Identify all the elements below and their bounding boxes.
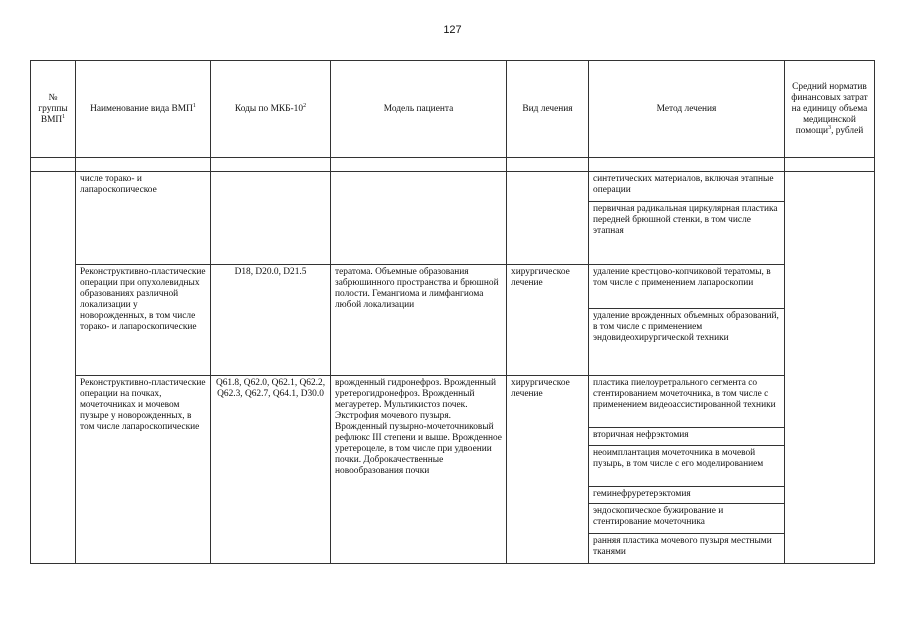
- header-name: Наименование вида ВМП$^1$: [76, 61, 211, 158]
- method-item: первичная радикальная циркулярная пластика передней брюшной стенки, в том числе этапная: [593, 204, 778, 236]
- method-item: эндоскопическое бужирование и стентирование мочеточника: [589, 504, 784, 534]
- header-treatment: Вид лечения: [507, 61, 589, 158]
- codes-cell: [211, 172, 331, 265]
- method-item: удаление врожденных объемных образований, в том числе с применением эндовидеохирургической техники: [593, 311, 779, 343]
- vmp-table: [30, 60, 875, 564]
- method-item: ранняя пластика мочевого пузыря местными тканями: [593, 536, 772, 557]
- model-cell: тератома. Объемные образования забрюшинного пространства и брюшной полости. Гемангиома и лимфангиома любой локализации: [331, 265, 507, 376]
- model-cell: [331, 172, 507, 265]
- name-cell: числе торако- и лапароскопическое: [76, 172, 211, 265]
- treatment-cell: [507, 172, 589, 265]
- method-item: пластика пиелоуретрального сегмента со стентированием мочеточника, в том числе с применением видеоассистированной техники: [589, 376, 784, 428]
- method-item: вторичная нефрэктомия: [589, 428, 784, 446]
- model-cell: врожденный гидронефроз. Врожденный уретерогидронефроз. Врожденный мегауретер. Мультикистоз почек. Экстрофия мочевого пузыря. Врожденный пузырно-мочеточниковый рефлюкс III степени и выше. Врожденное уретероцеле, в том числе при удвоении почки. Доброкачественные новообразования почки: [331, 376, 507, 564]
- header-method: Метод лечения: [589, 61, 785, 158]
- method-cell: [589, 172, 785, 265]
- header-group: № группы ВМП$^1$: [31, 61, 76, 158]
- header-codes: Коды по МКБ-$10^2$: [211, 61, 331, 158]
- table-row: [31, 172, 875, 265]
- header-row: [31, 61, 875, 158]
- treatment-cell: хирургическое лечение: [507, 265, 589, 376]
- method-cell: [589, 376, 785, 564]
- table-row: [31, 376, 875, 564]
- codes-cell: Q61.8, Q62.0, Q62.1, Q62.2, Q62.3, Q62.7, Q64.1, D30.0: [211, 376, 331, 564]
- codes-cell: D18, D20.0, D21.5: [211, 265, 331, 376]
- name-cell: Реконструктивно-пластические операции на почках, мочеточниках и мочевом пузыре у новорожденных, в том числе лапароскопические: [76, 376, 211, 564]
- group-cell: [31, 172, 76, 564]
- treatment-cell: хирургическое лечение: [507, 376, 589, 564]
- header-cost: Средний норматив финансовых затрат на единицу объема медицинской помощи$^3$, рублей: [785, 61, 875, 158]
- spacer-row: [31, 158, 875, 172]
- cost-cell: [785, 172, 875, 564]
- header-model: Модель пациента: [331, 61, 507, 158]
- method-item: геминефруретерэктомия: [589, 487, 784, 504]
- page-number: 127: [443, 24, 462, 36]
- method-cell: [589, 265, 785, 376]
- table-row: [31, 265, 875, 376]
- method-item: удаление крестцово-копчиковой тератомы, в том числе с применением лапароскопии: [589, 265, 784, 309]
- method-item: неоимплантация мочеточника в мочевой пузырь, в том числе с его моделированием: [589, 446, 784, 487]
- name-cell: Реконструктивно-пластические операции при опухолевидных образованиях различной локализации у новорожденных, в том числе торако- и лапароскопические: [76, 265, 211, 376]
- method-item: синтетических материалов, включая этапные операции: [589, 172, 784, 202]
